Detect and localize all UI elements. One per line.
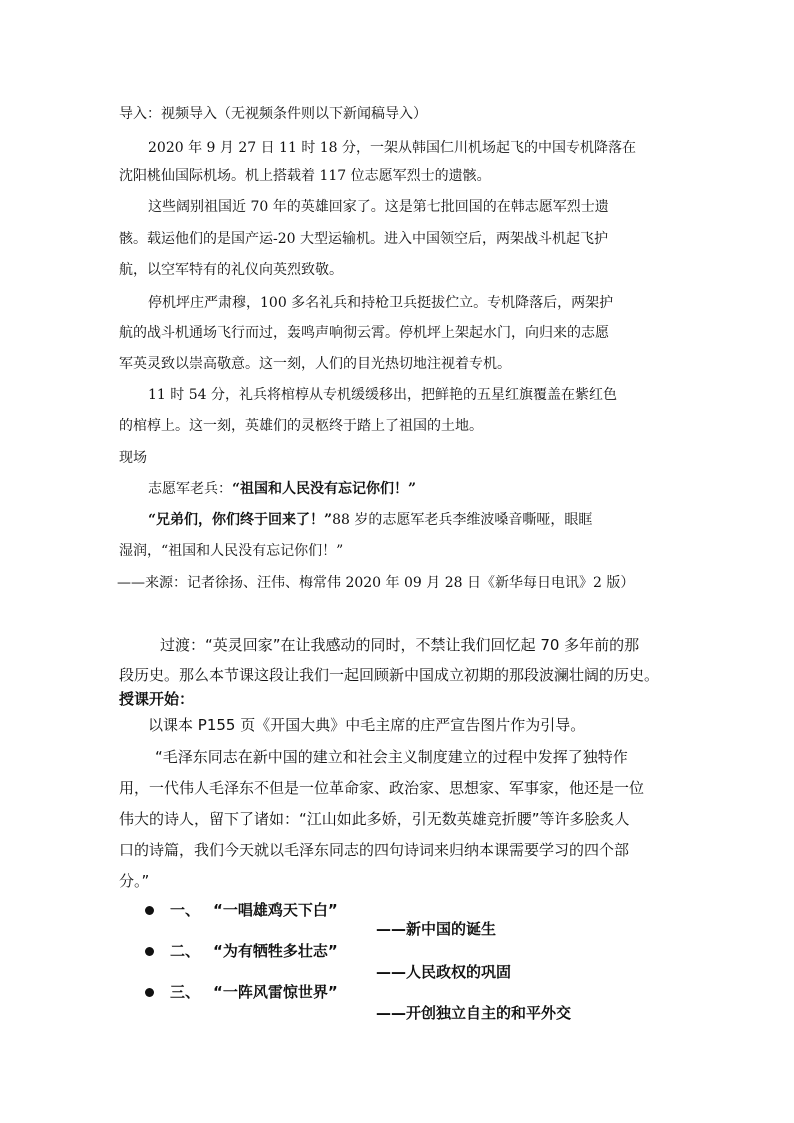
- lesson-heading: 授课开始：: [119, 690, 195, 708]
- transition-line-2: 段历史。那么本节课这段让我们一起回顾新中国成立初期的那段波澜壮阔的历史。: [119, 666, 660, 684]
- mao-quote-line-4: 口的诗篇，我们今天就以毛泽东同志的四句诗词来归纳本课需要学习的四个部: [119, 841, 630, 859]
- news-paragraph-4-line-1: 11 时 54 分，礼兵将棺椁从专机缓缓移出，把鲜艳的五星红旗覆盖在紫红色: [148, 387, 617, 403]
- outline-poem-3: “一阵风雷惊世界”: [213, 983, 338, 1001]
- mao-quote-line-2: 用，一代伟人毛泽东不但是一位革命家、政治家、思想家、军事家，他还是一位: [119, 779, 645, 797]
- outline-topic-2: ——人民政权的巩固: [376, 963, 512, 981]
- news-paragraph-3-line-2: 航的战斗机通场飞行而过，轰鸣声响彻云霄。停机坪上架起水门，向归来的志愿: [119, 325, 609, 341]
- mao-quote-line-1: “毛泽东同志在新中国的建立和社会主义制度建立的过程中发挥了独特作: [155, 748, 628, 766]
- intro-heading: 导入：视频导入（无视频条件则以下新闻稿导入）: [119, 106, 427, 122]
- news-paragraph-3-line-1: 停机坪庄严肃穆，100 多名礼兵和持枪卫兵挺拔伫立。专机降落后，两架护: [148, 295, 614, 311]
- outline-poem-2: “为有牺牲多壮志”: [213, 942, 338, 960]
- brothers-quote: “兄弟们，你们终于回来了！”: [148, 512, 333, 528]
- news-paragraph-1-line-1: 2020 年 9 月 27 日 11 时 18 分，一架从韩国仁川机场起飞的中国专机降落在: [148, 140, 637, 156]
- transition-line-1: 过渡：“英灵回家”在让我感动的同时，不禁让我们回忆起 70 多年前的那: [160, 636, 640, 654]
- outline-topic-1: ——新中国的诞生: [376, 920, 497, 938]
- outline-topic-3: ——开创独立自主的和平外交: [376, 1004, 572, 1022]
- news-paragraph-2-line-3: 航，以空军特有的礼仪向英烈致敬。: [119, 262, 343, 278]
- veteran-line: [148, 478, 416, 498]
- news-paragraph-5-line-2: 湿润，“祖国和人民没有忘记你们！”: [119, 543, 344, 559]
- outline-number-2: 二、: [170, 942, 201, 960]
- bullet-icon: [145, 947, 154, 956]
- scene-label: 现场: [119, 450, 147, 466]
- news-paragraph-2-line-1: 这些阔别祖国近 70 年的英雄回家了。这是第七批回国的在韩志愿军烈士遗: [148, 199, 609, 215]
- outline-number-1: 一、: [170, 901, 201, 919]
- news-paragraph-5-line-1: [148, 509, 592, 529]
- news-paragraph-2-line-2: 骸。载运他们的是国产运-20 大型运输机。进入中国领空后，两架战斗机起飞护: [119, 231, 608, 247]
- news-paragraph-5-rest: 88 岁的志愿军老兵李维波嗓音嘶哑，眼眶: [332, 512, 593, 528]
- outline-poem-1: “一唱雄鸡天下白”: [213, 901, 338, 919]
- veteran-quote: “祖国和人民没有忘记你们！”: [232, 481, 417, 497]
- bullet-icon: [145, 988, 154, 997]
- mao-quote-line-3: 伟大的诗人，留下了诸如：“江山如此多娇，引无数英雄竞折腰”等许多脍炙人: [119, 810, 630, 828]
- bullet-icon: [145, 906, 154, 915]
- news-paragraph-1-line-2: 沈阳桃仙国际机场。机上搭载着 117 位志愿军烈士的遗骸。: [119, 168, 491, 184]
- news-paragraph-4-line-2: 的棺椁上。这一刻，英雄们的灵柩终于踏上了祖国的土地。: [119, 418, 483, 434]
- veteran-label: 志愿军老兵：: [148, 481, 232, 497]
- outline-number-3: 三、: [170, 983, 201, 1001]
- source-citation: ——来源：记者徐扬、汪伟、梅常伟 2020 年 09 月 28 日《新华每日电讯》2 版）: [117, 575, 635, 591]
- lesson-intro: 以课本 P155 页《开国大典》中毛主席的庄严宣告图片作为引导。: [148, 716, 586, 734]
- mao-quote-line-5: 分。”: [119, 872, 150, 890]
- news-paragraph-3-line-3: 军英灵致以崇高敬意。这一刻，人们的目光热切地注视着专机。: [119, 356, 511, 372]
